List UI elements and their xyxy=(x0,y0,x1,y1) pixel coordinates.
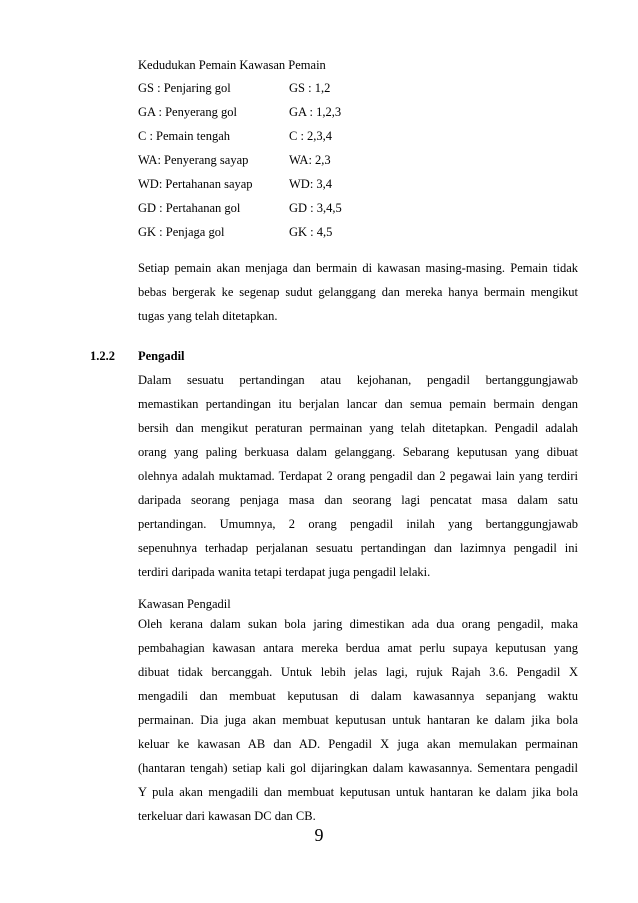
paragraph-line: terdiri daripada wanita tetapi terdapat juga pengadil lelaki. xyxy=(138,565,431,579)
role-cell: C : Pemain tengah xyxy=(138,129,230,143)
area-cell: GS : 1,2 xyxy=(289,81,331,95)
area-cell: GA : 1,2,3 xyxy=(289,105,342,119)
paragraph-line: pembahagian kawasan antara mereka berdua amat perlu supaya keputusan yang xyxy=(138,641,578,655)
section-title: Pengadil xyxy=(138,349,185,363)
paragraph-line: pertandingan. Umumnya, 2 orang pengadil inilah yang bertanggungjawab xyxy=(138,517,578,531)
role-cell: GD : Pertahanan gol xyxy=(138,201,241,215)
paragraph-line: dibuat tidak bercanggah. Untuk lebih jelas lagi, rujuk Rajah 3.6. Pengadil X xyxy=(138,665,578,679)
paragraph-line: Oleh kerana dalam sukan bola jaring dimestikan ada dua orang pengadil, maka xyxy=(138,617,578,631)
paragraph-line: olehnya adalah muktamad. Terdapat 2 orang pengadil dan 2 pegawai lain yang terdiri xyxy=(138,469,578,483)
table-header: Kedudukan Pemain Kawasan Pemain xyxy=(138,58,326,72)
page-number: 9 xyxy=(314,825,324,845)
paragraph-umpire-areas xyxy=(138,612,578,828)
subheading: Kawasan Pengadil xyxy=(138,597,231,611)
paragraph-line: bebas bergerak ke segenap sudut gelanggang dan mereka hanya bermain mengikut xyxy=(138,285,578,299)
paragraph-line: Dalam sesuatu pertandingan atau kejohanan, pengadil bertanggungjawab xyxy=(138,373,578,387)
section-number: 1.2.2 xyxy=(90,349,115,363)
paragraph-line: Y pula akan mengadili dan membuat keputusan untuk hantaran ke dalam jika bola xyxy=(138,785,578,799)
paragraph-player-areas xyxy=(138,256,578,328)
paragraph-line: permainan. Dia juga akan membuat keputusan untuk hantaran ke dalam jika bola xyxy=(138,713,578,727)
paragraph-line: tugas yang telah ditetapkan. xyxy=(138,309,278,323)
paragraph-line: daripada seorang penjaga masa dan seorang lagi pencatat masa dalam satu xyxy=(138,493,578,507)
area-cell: GD : 3,4,5 xyxy=(289,201,342,215)
role-cell: WD: Pertahanan sayap xyxy=(138,177,253,191)
area-cell: WA: 2,3 xyxy=(289,153,331,167)
area-cell: GK : 4,5 xyxy=(289,225,333,239)
paragraph-line: terkeluar dari kawasan DC dan CB. xyxy=(138,809,316,823)
paragraph-line: mengadili dan membuat keputusan di dalam kawasannya sepanjang waktu xyxy=(138,689,578,703)
role-cell: WA: Penyerang sayap xyxy=(138,153,249,167)
paragraph-line: orang yang paling berkuasa dalam gelanggang. Sebarang keputusan yang dibuat xyxy=(138,445,578,459)
paragraph-line: (hantaran tengah) setiap kali gol dijaringkan dalam kawasannya. Sementara pengadil xyxy=(138,761,578,775)
paragraph-umpire xyxy=(138,368,578,584)
paragraph-line: sepenuhnya terhadap perjalanan sesuatu pertandingan dan lazimnya pengadil ini xyxy=(138,541,578,555)
role-cell: GA : Penyerang gol xyxy=(138,105,237,119)
paragraph-line: bersih dan mengikut peraturan permainan yang telah ditetapkan. Pengadil adalah xyxy=(138,421,578,435)
area-cell: WD: 3,4 xyxy=(289,177,333,191)
role-cell: GK : Penjaga gol xyxy=(138,225,225,239)
role-cell: GS : Penjaring gol xyxy=(138,81,231,95)
paragraph-line: keluar ke kawasan AB dan AD. Pengadil X juga akan memulakan permainan xyxy=(138,737,578,751)
paragraph-line: memastikan pertandingan itu berjalan lancar dan semua pemain bermain dengan xyxy=(138,397,578,411)
paragraph-line: Setiap pemain akan menjaga dan bermain di kawasan masing-masing. Pemain tidak xyxy=(138,261,578,275)
area-cell: C : 2,3,4 xyxy=(289,129,333,143)
